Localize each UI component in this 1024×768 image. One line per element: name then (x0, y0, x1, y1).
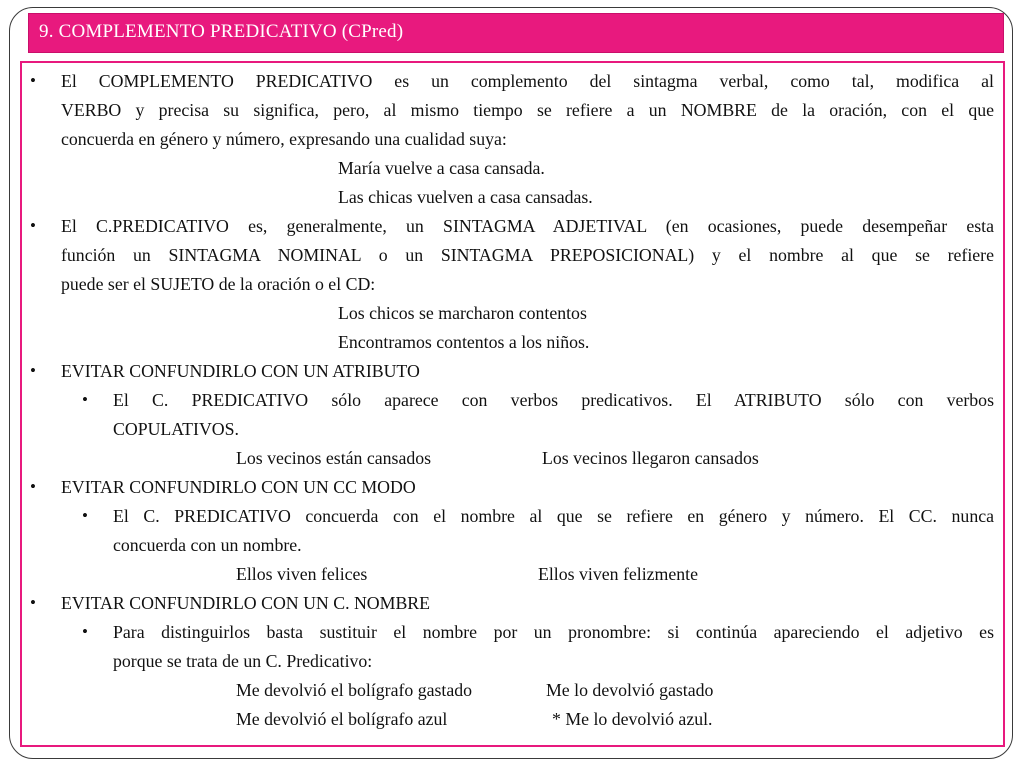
title-bar (28, 13, 1004, 53)
sub-bullet-marker: • (82, 506, 88, 525)
paragraph-line: función un SINTAGMA NOMINAL o un SINTAGMA PREPOSICIONAL) y el nombre al que se refiere (61, 245, 994, 265)
section-heading: EVITAR CONFUNDIRLO CON UN CC MODO (61, 477, 416, 497)
sub-bullet-marker: • (82, 622, 88, 641)
example-sentence: Los vecinos están cansados (236, 448, 432, 468)
paragraph-line: porque se trata de un C. Predicativo: (113, 651, 373, 671)
bullet-marker: • (30, 361, 36, 380)
example-sentence: Ellos viven felizmente (538, 564, 698, 584)
example-sentence: Me devolvió el bolígrafo azul (236, 709, 448, 729)
example-sentence: Me devolvió el bolígrafo gastado (236, 680, 473, 700)
example-sentence: Los vecinos llegaron cansados (542, 448, 759, 468)
example-sentence: Ellos viven felices (236, 564, 368, 584)
example-sentence: María vuelve a casa cansada. (338, 158, 545, 178)
paragraph-line: concuerda con un nombre. (113, 535, 302, 555)
paragraph-line: El COMPLEMENTO PREDICATIVO es un complemento del sintagma verbal, como tal, modifica al (61, 71, 994, 91)
paragraph-line: VERBO y precisa su significa, pero, al mismo tiempo se refiere a un NOMBRE de la oración, con el que (61, 100, 994, 120)
section-heading: EVITAR CONFUNDIRLO CON UN C. NOMBRE (61, 593, 431, 613)
paragraph-line: El C. PREDICATIVO concuerda con el nombre al que se refiere en género y número. El CC. nunca (113, 506, 994, 526)
paragraph-line: El C.PREDICATIVO es, generalmente, un SINTAGMA ADJETIVAL (en ocasiones, puede desempeñar esta (61, 216, 994, 236)
example-sentence: * Me lo devolvió azul. (552, 709, 713, 729)
sub-bullet-marker: • (82, 390, 88, 409)
slide-title: 9. COMPLEMENTO PREDICATIVO (CPred) (39, 21, 404, 42)
bullet-marker: • (30, 593, 36, 612)
paragraph-line: Para distinguirlos basta sustituir el nombre por un pronombre: si continúa apareciendo el adjetivo es (113, 622, 994, 642)
example-sentence: Encontramos contentos a los niños. (338, 332, 590, 352)
example-sentence: Las chicas vuelven a casa cansadas. (338, 187, 593, 207)
bullet-marker: • (30, 477, 36, 496)
section-heading: EVITAR CONFUNDIRLO CON UN ATRIBUTO (61, 361, 420, 381)
paragraph-line: concuerda en género y número, expresando una cualidad suya: (61, 129, 507, 149)
paragraph-line: puede ser el SUJETO de la oración o el CD: (61, 274, 376, 294)
paragraph-line: El C. PREDICATIVO sólo aparece con verbos predicativos. El ATRIBUTO sólo con verbos (113, 390, 994, 410)
bullet-marker: • (30, 216, 36, 235)
bullet-marker: • (30, 71, 36, 90)
example-sentence: Los chicos se marcharon contentos (338, 303, 587, 323)
example-sentence: Me lo devolvió gastado (546, 680, 714, 700)
paragraph-line: COPULATIVOS. (113, 419, 239, 439)
